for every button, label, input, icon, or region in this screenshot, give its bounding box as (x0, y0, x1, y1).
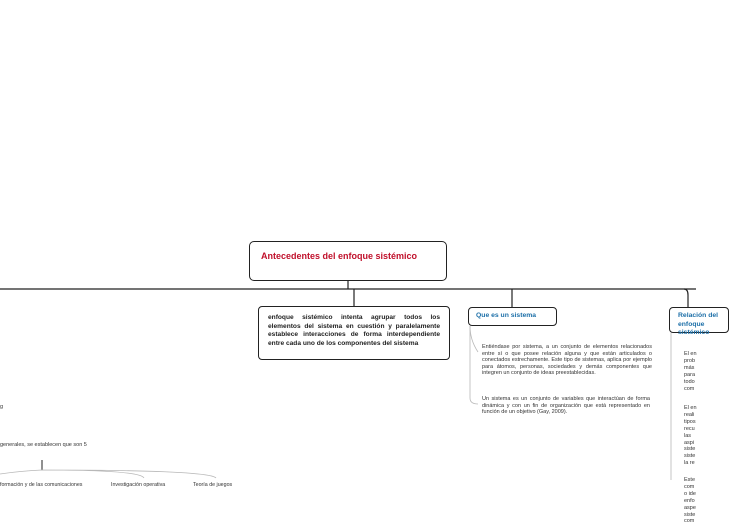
left-fragment-1: g (0, 404, 4, 410)
left-fan (0, 470, 216, 478)
que-es-paragraph-2: Un sistema es un conjunto de variables que interactúan de forma dinámica y con un fin de organización que está representado en función de un objetivo (Gay, 2009). (482, 396, 650, 416)
leaf-comunicaciones[interactable]: formación y de las comunicaciones (0, 482, 83, 488)
que-es-un-sistema-node[interactable]: Que es un sistema (468, 307, 557, 326)
leaf-investigacion-operativa[interactable]: Investigación operativa (111, 482, 166, 488)
right-paragraph-3-partial: Este com o ide enfo aspe siste com (684, 477, 696, 525)
central-topic[interactable]: Antecedentes del enfoque sistémico (249, 241, 447, 281)
right-paragraph-2-partial: El en reali tipos recu las aspi siste siste la re (684, 405, 697, 467)
connector-relacion (684, 289, 688, 307)
definition-node[interactable]: enfoque sistémico intenta agrupar todos los elementos del sistema en cuestión y paralelamente establece interacciones de forma interdependiente entre cada uno de los componentes del sistema (258, 306, 450, 360)
relacion-node-partial[interactable]: Relación del enfoque sistémico (669, 307, 729, 333)
right-paragraph-1-partial: El en prob más para todo com (684, 351, 697, 392)
leaf-teoria-de-juegos[interactable]: Teoría de juegos (193, 482, 233, 488)
que-es-paragraph-1: Entiéndase por sistema, a un conjunto de elementos relacionados entre sí o que posee relación alguna y que están articulados o conectados estrechamente. Este tipo de sistemas, aplica por ejemplo para átomos, personas, sociedades y demás componentes que integren un conjunto de ideas preestablecidas. (482, 344, 652, 377)
left-fragment-2: generales, se establecen que son 5 (0, 442, 87, 448)
subbranch-p1 (470, 326, 478, 352)
